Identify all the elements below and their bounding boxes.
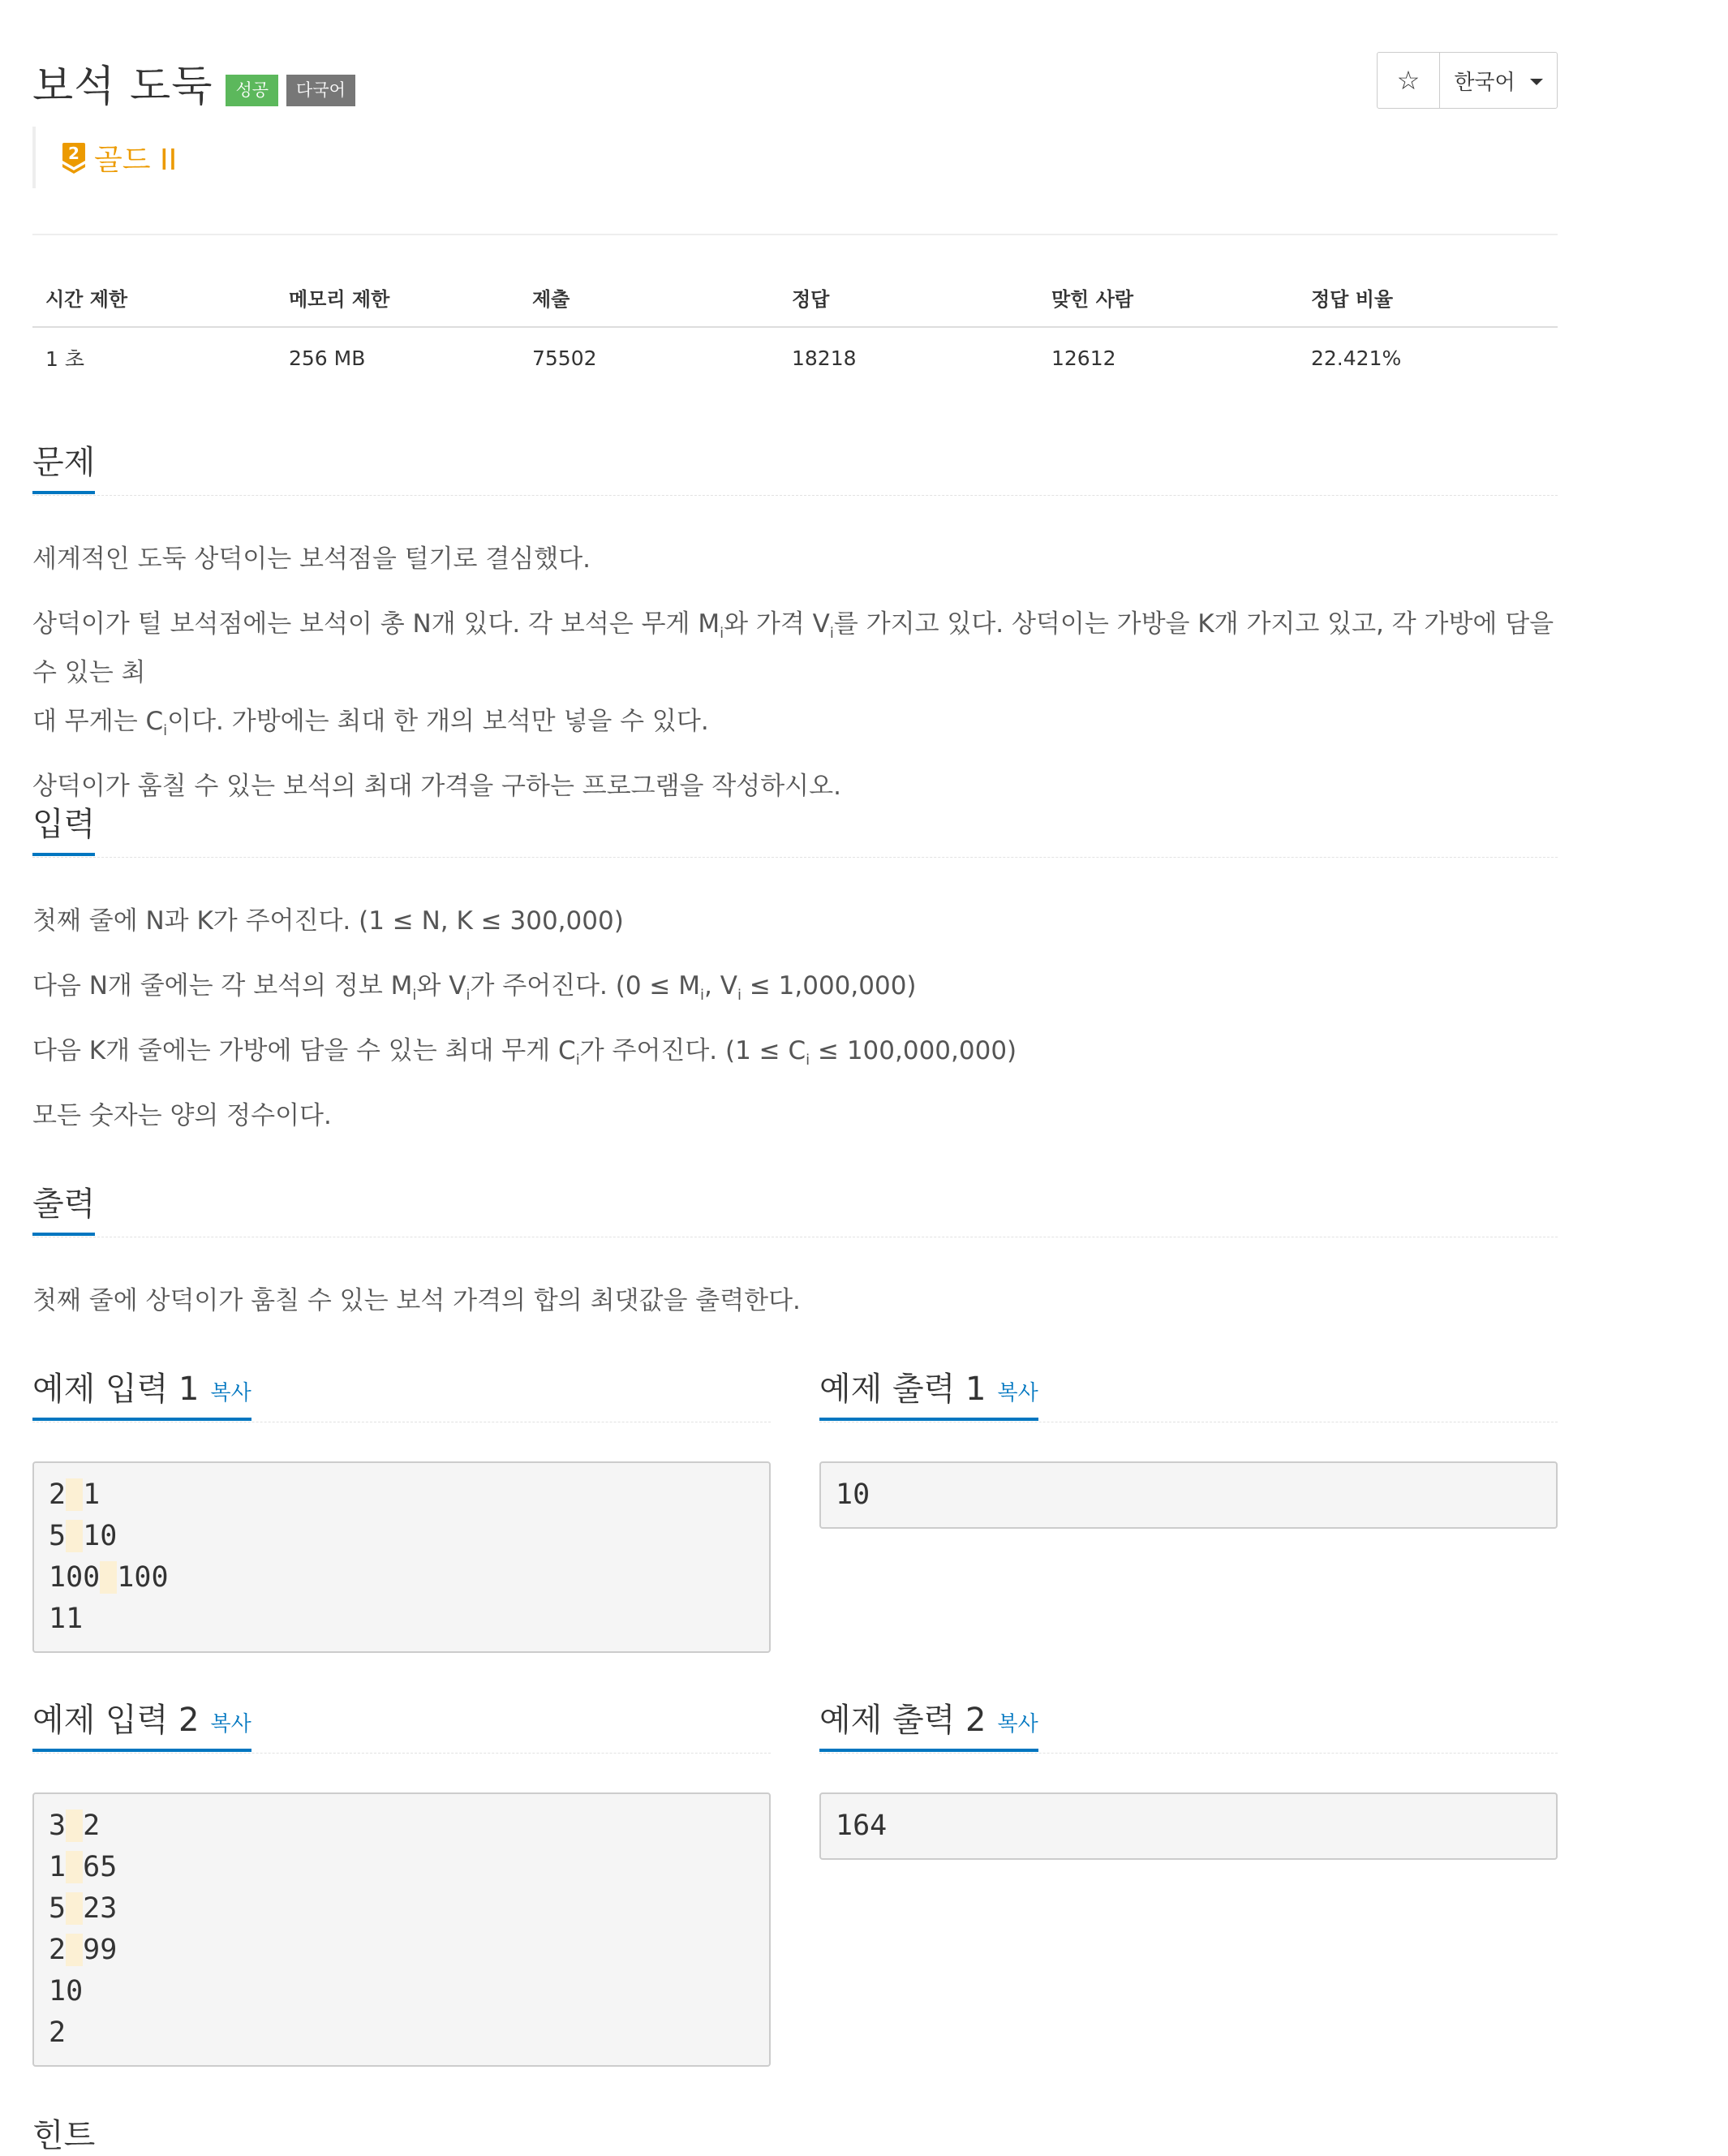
- sample-input-2-header: [32, 1686, 771, 1754]
- input-section-title: 입력: [32, 798, 95, 856]
- input-section: [32, 790, 1558, 1140]
- problem-section-title: 문제: [32, 437, 95, 494]
- input-section-header: [32, 790, 1558, 858]
- sample-line: 10: [836, 1478, 870, 1511]
- tier-indicator: [32, 127, 177, 188]
- output-line-1: 첫째 줄에 상덕이가 훔칠 수 있는 보석 가격의 합의 최댓값을 출력한다.: [32, 1286, 801, 1315]
- problem-paragraph-1: 세계적인 도둑 상덕이는 보석점을 털기로 결심했다.: [32, 544, 591, 574]
- tier-label: 골드 II: [94, 143, 178, 177]
- accept-ratio-header: 정답 비율: [1298, 268, 1558, 327]
- submissions-header: 제출: [519, 268, 779, 327]
- sample-output-2-title: 예제 출력 2 복사: [819, 1694, 1038, 1752]
- language-dropdown[interactable]: [1440, 53, 1557, 108]
- sample-line: 164: [836, 1810, 888, 1842]
- sample-output-1: [819, 1355, 1558, 1529]
- sample-output-1-box[interactable]: [819, 1461, 1558, 1529]
- toolbar: [1377, 52, 1558, 109]
- copy-sample-output-2-link[interactable]: 복사: [997, 1712, 1038, 1736]
- input-line-1: 첫째 줄에 N과 K가 주어진다. (1 ≤ N, K ≤ 300,000): [32, 906, 624, 936]
- sample-output-2-header: [819, 1686, 1558, 1754]
- multilang-badge: 다국어: [286, 75, 355, 106]
- solvers-header: 맞힌 사람: [1038, 268, 1298, 327]
- problem-description: [32, 535, 1558, 811]
- output-description: [32, 1276, 1558, 1325]
- sample-input-1-header: [32, 1355, 771, 1422]
- output-section-header: [32, 1170, 1558, 1237]
- success-badge: 성공: [226, 75, 278, 106]
- sample-input-2-title: 예제 입력 2 복사: [32, 1694, 251, 1752]
- copy-sample-input-2-link[interactable]: 복사: [210, 1712, 251, 1736]
- memory-limit-header: 메모리 제한: [276, 268, 519, 327]
- sample-line: 2 1: [49, 1478, 101, 1511]
- tier-badge-icon: [62, 141, 86, 174]
- accepted-value: 18218: [792, 346, 857, 370]
- hint-section-title: 힌트: [32, 2117, 96, 2154]
- star-button[interactable]: [1378, 53, 1440, 108]
- svg-text:2: 2: [68, 144, 80, 163]
- star-outline-icon: ☆: [1396, 65, 1421, 96]
- caret-down-icon: [1530, 79, 1543, 85]
- sample-input-1-title: 예제 입력 1 복사: [32, 1363, 251, 1421]
- time-limit-header: 시간 제한: [32, 268, 276, 327]
- header-divider: [32, 234, 1558, 235]
- sample-line: 3 2: [49, 1810, 101, 1842]
- sample-line: 5 10: [49, 1520, 118, 1552]
- accepted-header: 정답: [779, 268, 1038, 327]
- sample-output-1-title: 예제 출력 1 복사: [819, 1363, 1038, 1421]
- sample-output-2: [819, 1686, 1558, 1860]
- memory-limit-value: 256 MB: [289, 346, 366, 370]
- sample-output-2-box[interactable]: [819, 1792, 1558, 1860]
- copy-sample-output-1-link[interactable]: 복사: [997, 1381, 1038, 1405]
- sample-input-2-box[interactable]: [32, 1792, 771, 2067]
- sample-line: 10: [49, 1975, 84, 2008]
- sample-line: 5 23: [49, 1892, 118, 1925]
- sample-line: 2: [49, 2016, 67, 2049]
- problem-title: 보석 도둑: [32, 62, 213, 111]
- sample-output-1-header: [819, 1355, 1558, 1422]
- info-header-row: [32, 268, 1558, 327]
- problem-paragraph-3: 상덕이가 훔칠 수 있는 보석의 최대 가격을 구하는 프로그램을 작성하시오.: [32, 772, 841, 801]
- title-row: [32, 52, 355, 113]
- input-description: [32, 897, 1558, 1140]
- output-section: [32, 1170, 1558, 1325]
- info-value-row: [32, 327, 1558, 388]
- sample-line: 2 99: [49, 1934, 118, 1966]
- input-line-2: 다음 N개 줄에는 각 보석의 정보 $M_i$와 $V_i$가 주어진다. ($0 \le M_i$, $V_i \le 1,000,000$): [32, 971, 917, 1005]
- sample-input-1-box[interactable]: [32, 1461, 771, 1653]
- sample-line: 100 100: [49, 1561, 169, 1594]
- sample-input-1: [32, 1355, 771, 1653]
- problem-section: [32, 428, 1558, 811]
- problem-info-table: [32, 268, 1558, 388]
- input-line-4: 모든 숫자는 양의 정수이다.: [32, 1101, 332, 1130]
- submissions-value: 75502: [532, 346, 597, 370]
- problem-paragraph-2: 상덕이가 털 보석점에는 보석이 총 N개 있다. 각 보석은 무게 $M_i$와 가격 $V_i$를 가지고 있다. 상덕이는 가방을 K개 가지고 있고, 각 가방에 담을 수 있는 최 대 무게는 $C_i$이다. 가방에는 최대 한 개의 보석만 넣을 수 있다.: [32, 609, 1554, 740]
- problem-page: [32, 0, 1558, 2154]
- sample-line: 1 65: [49, 1851, 118, 1883]
- time-limit-value: 1 초: [45, 347, 85, 371]
- problem-header: [32, 0, 1558, 195]
- solvers-value: 12612: [1051, 346, 1116, 370]
- accept-ratio-value: 22.421%: [1311, 346, 1402, 370]
- copy-sample-input-1-link[interactable]: 복사: [210, 1381, 251, 1405]
- input-line-3: 다음 K개 줄에는 가방에 담을 수 있는 최대 무게 $C_i$가 주어진다. $(1 \le C_i \le 100,000,000)$: [32, 1036, 1017, 1069]
- problem-section-header: [32, 428, 1558, 496]
- sample-line: 11: [49, 1603, 84, 1635]
- sample-input-2: [32, 1686, 771, 2067]
- output-section-title: 출력: [32, 1178, 95, 1236]
- language-label: 한국어: [1454, 70, 1515, 95]
